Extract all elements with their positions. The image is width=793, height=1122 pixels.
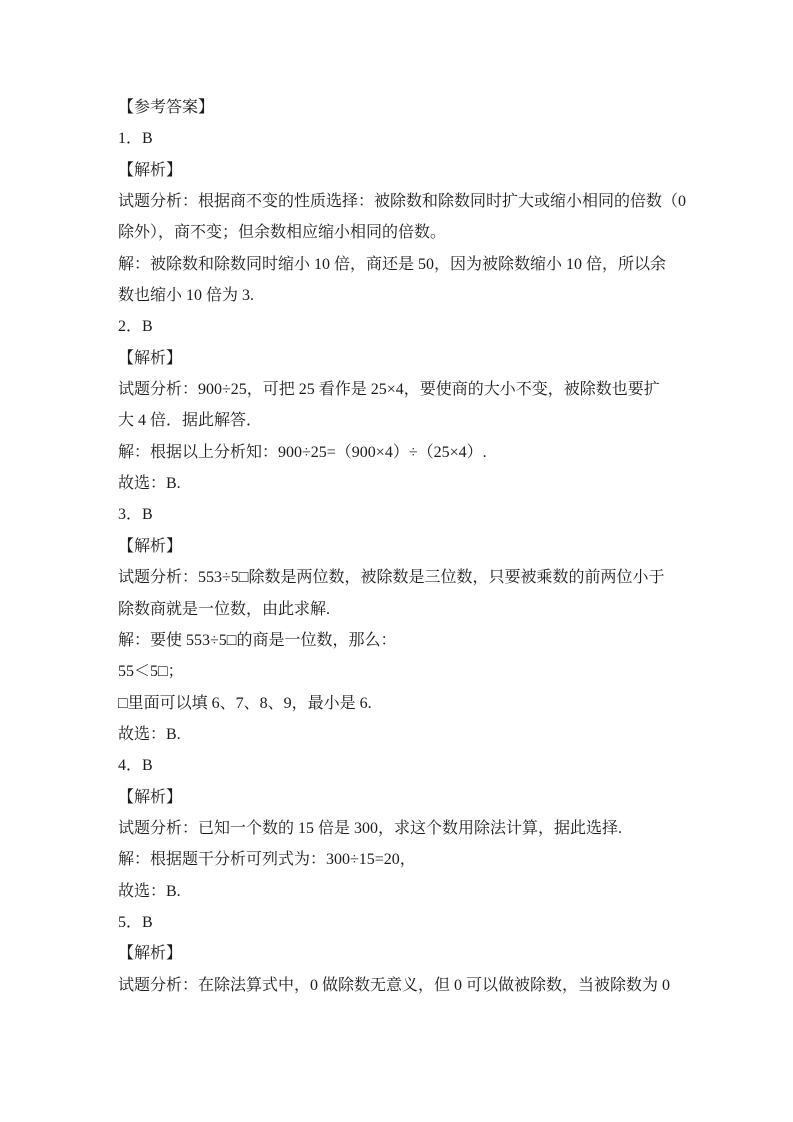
analysis-line: 55＜5□； bbox=[118, 663, 184, 681]
answer-number-3: 3．B bbox=[118, 506, 153, 524]
analysis-label-1: 【解析】 bbox=[118, 161, 183, 179]
analysis-line: 试题分析：根据商不变的性质选择：被除数和除数同时扩大或缩小相同的倍数（0 bbox=[118, 193, 687, 211]
analysis-label-2: 【解析】 bbox=[118, 349, 183, 367]
analysis-line: 试题分析：在除法算式中，0 做除数无意义，但 0 可以做被除数，当被除数为 0 bbox=[118, 976, 671, 994]
answer-number-5: 5．B bbox=[118, 913, 153, 931]
analysis-label-5: 【解析】 bbox=[118, 945, 183, 963]
document-heading: 【参考答案】 bbox=[118, 99, 215, 116]
analysis-line: 解：被除数和除数同时缩小 10 倍，商还是 50，因为被除数缩小 10 倍，所以余 bbox=[118, 255, 667, 273]
answer-number-2: 2．B bbox=[118, 318, 153, 336]
analysis-label-4: 【解析】 bbox=[118, 788, 183, 806]
analysis-line: □里面可以填 6、7、8、9，最小是 6. bbox=[118, 694, 372, 712]
analysis-label-3: 【解析】 bbox=[118, 537, 183, 555]
analysis-line: 试题分析：已知一个数的 15 倍是 300，求这个数用除法计算，据此选择. bbox=[118, 819, 623, 837]
analysis-line: 解：要使 553÷5□的商是一位数，那么： bbox=[118, 631, 397, 649]
analysis-line: 解：根据以上分析知：900÷25=（900×4）÷（25×4）. bbox=[118, 443, 487, 461]
analysis-line: 除外），商不变；但余数相应缩小相同的倍数。 bbox=[118, 224, 447, 242]
analysis-line: 除数商就是一位数，由此求解. bbox=[118, 600, 331, 618]
analysis-line: 试题分析：553÷5□除数是两位数，被除数是三位数，只要被乘数的前两位小于 bbox=[118, 569, 665, 587]
analysis-line: 数也缩小 10 倍为 3. bbox=[118, 287, 255, 305]
analysis-line: 故选：B. bbox=[118, 882, 181, 900]
analysis-line: 故选：B. bbox=[118, 725, 181, 743]
analysis-line: 试题分析：900÷25，可把 25 看作是 25×4，要使商的大小不变，被除数也要扩 bbox=[118, 381, 660, 399]
analysis-line: 解：根据题干分析可列式为：300÷15=20， bbox=[118, 851, 416, 869]
answer-number-4: 4．B bbox=[118, 757, 153, 775]
analysis-line: 大 4 倍．据此解答． bbox=[118, 412, 263, 430]
answer-number-1: 1．B bbox=[118, 130, 153, 148]
analysis-line: 故选：B. bbox=[118, 475, 181, 493]
